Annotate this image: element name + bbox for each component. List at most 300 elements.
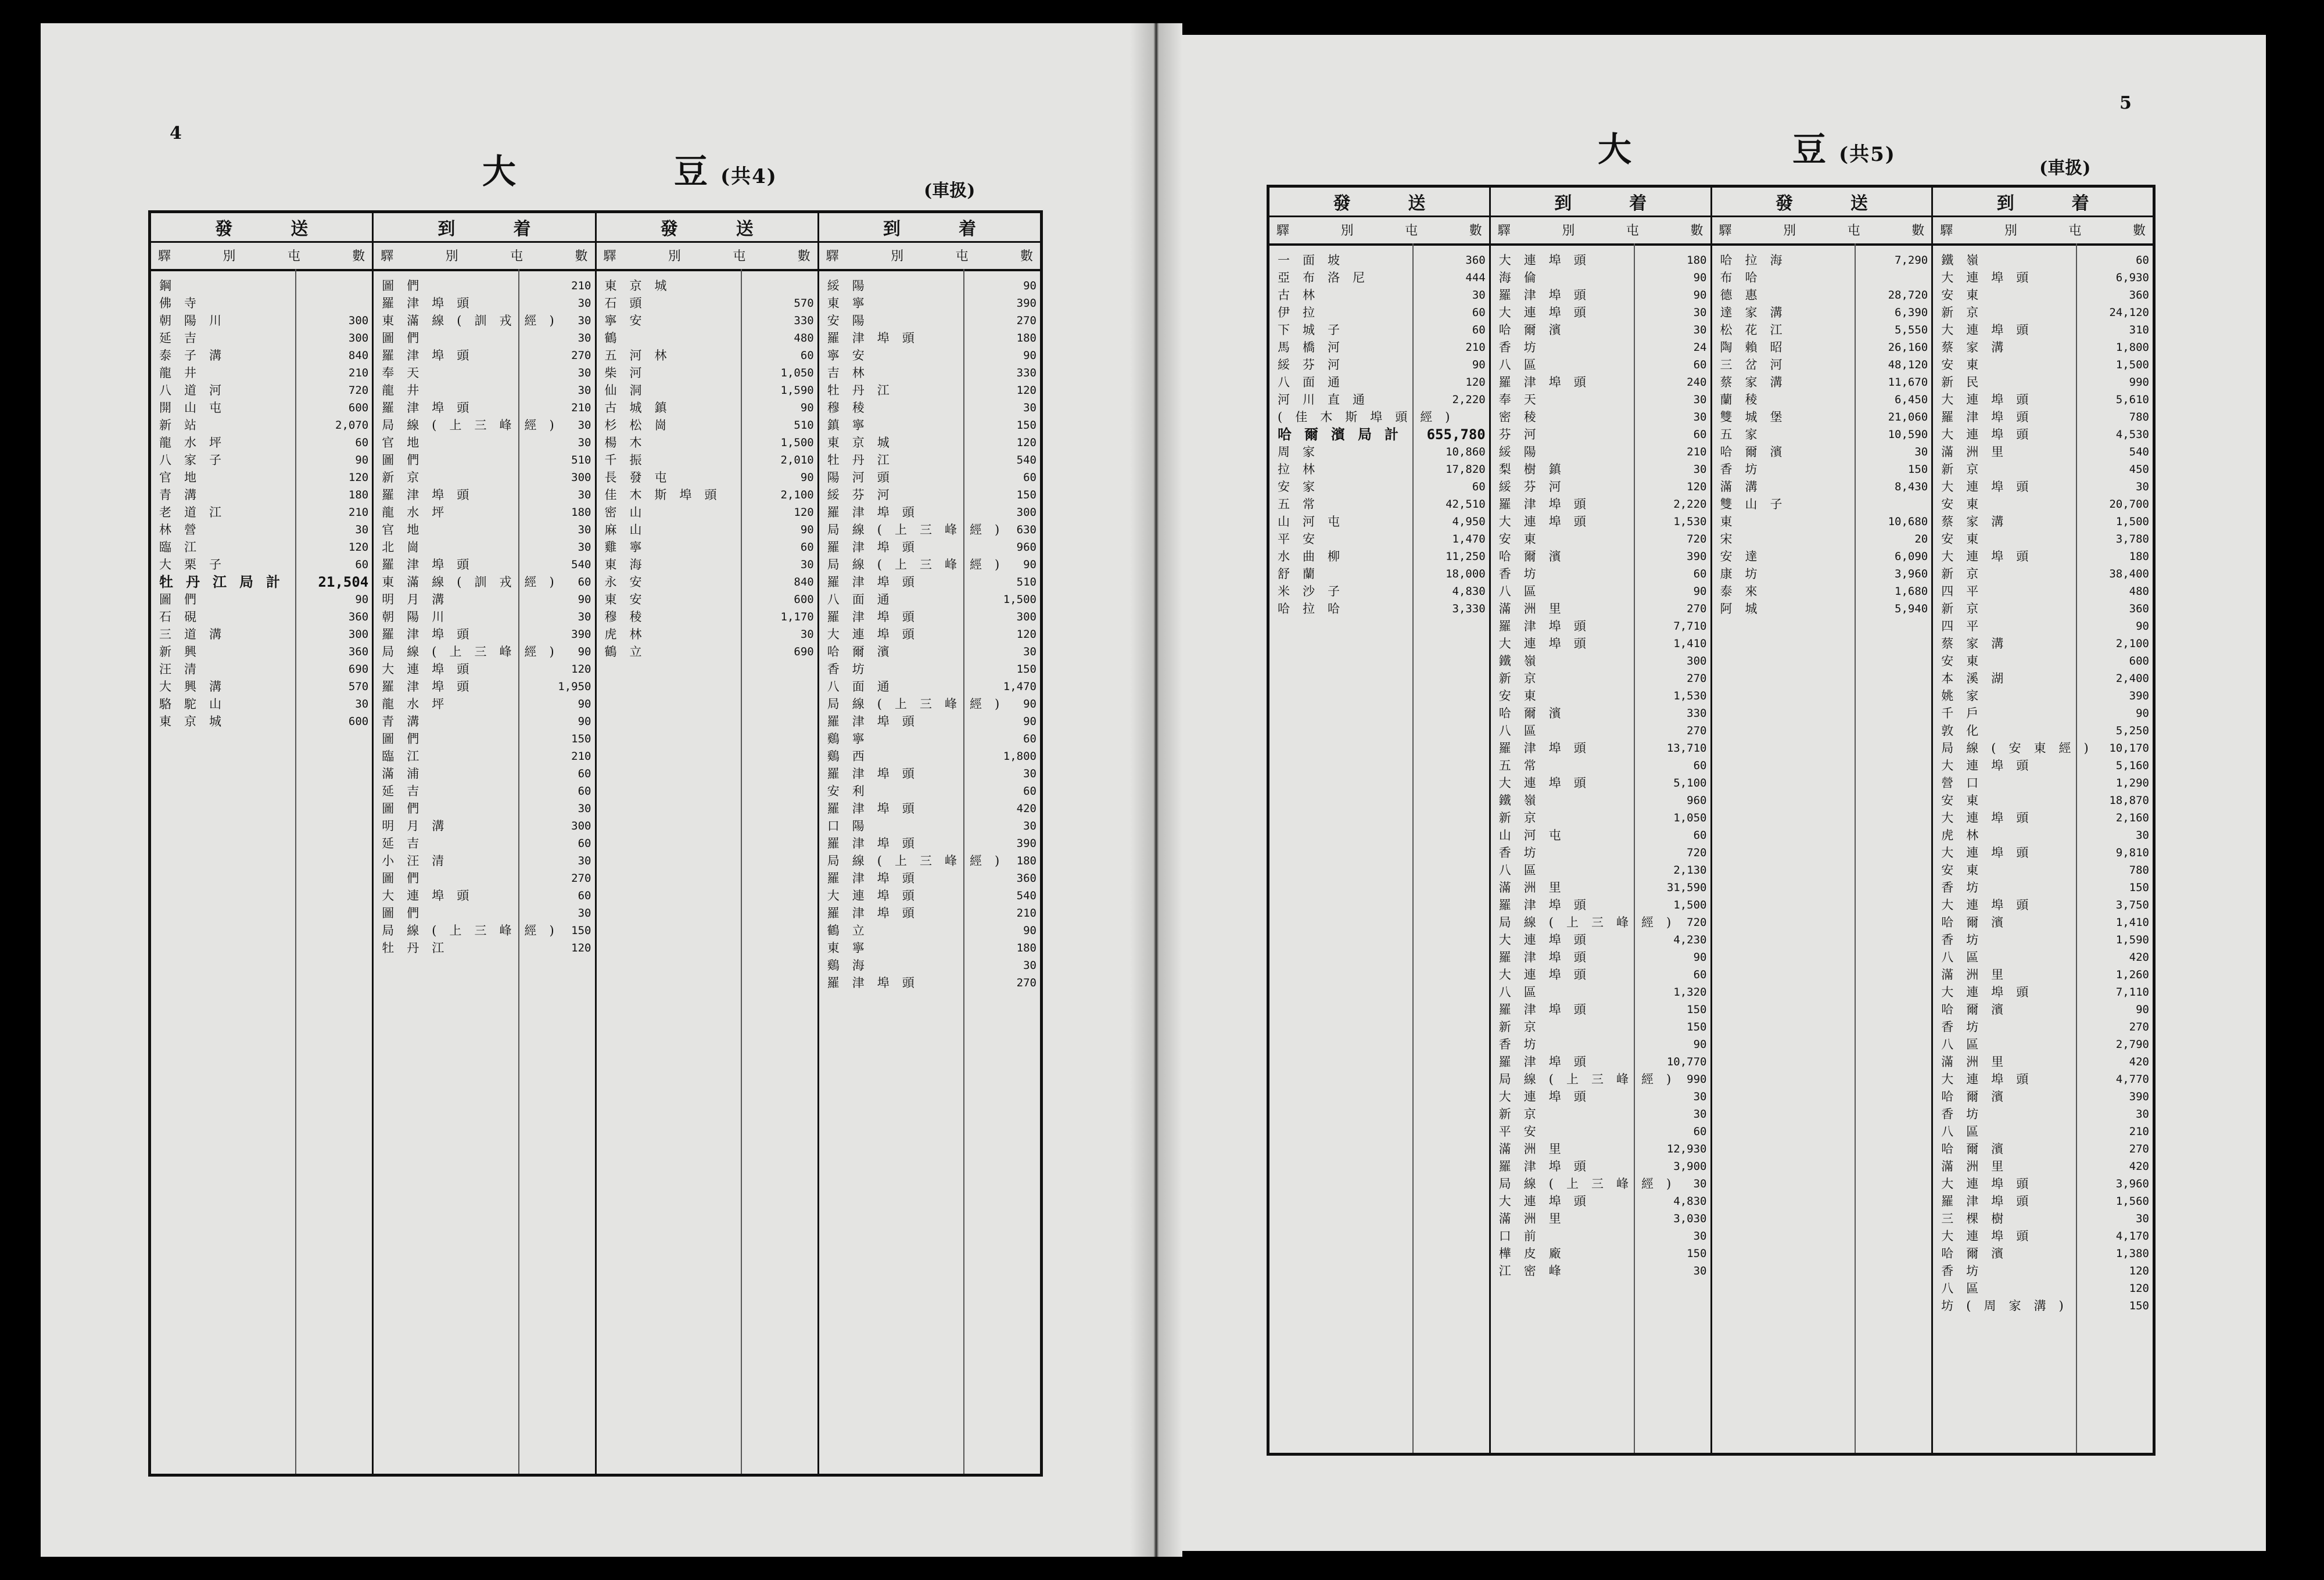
left-table-row <box>151 556 372 573</box>
left-station-name: 龍井 <box>382 383 432 397</box>
left-tonnage: 30 <box>578 541 591 554</box>
right-table-row <box>1933 408 2153 426</box>
right-table-row <box>1491 1193 1710 1210</box>
right-table-row <box>1712 513 1932 530</box>
left-tonnage: 120 <box>1016 384 1037 397</box>
right-station-name: 蔡家溝 <box>1720 375 1795 389</box>
right-sub-label: 數 <box>2132 223 2146 238</box>
right-table-row <box>1933 635 2153 652</box>
right-tonnage: 10,170 <box>2109 742 2149 755</box>
left-station-name: 八道河 <box>159 383 234 397</box>
right-tonnage: 31,590 <box>1666 881 1707 894</box>
left-tonnage: 300 <box>1016 506 1037 519</box>
right-table-row <box>1491 896 1710 914</box>
left-tonnage: 150 <box>1016 419 1037 432</box>
left-station-name: 龍水坪 <box>159 436 234 450</box>
right-tonnage: 30 <box>1693 1230 1707 1243</box>
right-table-row <box>1491 844 1710 861</box>
left-station-name: 牡丹江 <box>827 383 902 397</box>
left-station-name: 東京城 <box>604 279 680 293</box>
left-table-row <box>819 870 1040 887</box>
right-band-label: 到 <box>1996 193 2014 214</box>
left-tonnage: 1,050 <box>780 367 814 379</box>
right-station-name: 阿城 <box>1720 602 1770 616</box>
right-station-name: 周家 <box>1278 445 1328 459</box>
right-table-row <box>1933 286 2153 304</box>
right-tonnage: 60 <box>1693 829 1707 842</box>
left-table-row <box>597 347 817 364</box>
right-station-name: 亞布洛尼 <box>1278 271 1378 285</box>
right-table-row <box>1491 1036 1710 1053</box>
right-sub-label: 別 <box>1340 223 1354 238</box>
right-station-name: 香坊 <box>1941 1020 1992 1034</box>
left-sub-label: 驛 <box>381 249 394 264</box>
left-station-name: 密山 <box>604 505 655 519</box>
right-station-name: 大連埠頭 <box>1941 428 2042 441</box>
left-tonnage: 210 <box>348 367 369 379</box>
right-table-row <box>1269 356 1489 374</box>
right-station-name: 大連埠頭 <box>1498 637 1599 651</box>
left-tonnage: 90 <box>1023 924 1037 937</box>
right-tonnage: 6,930 <box>2115 271 2149 284</box>
right-tonnage: 48,120 <box>1888 358 1928 371</box>
right-tonnage: 30 <box>1693 393 1707 406</box>
right-table-row <box>1491 1071 1710 1088</box>
left-table-row <box>819 974 1040 992</box>
left-sub-label: 驛 <box>826 249 839 264</box>
right-station-name: 羅津埠頭 <box>1498 1055 1599 1069</box>
right-table-row <box>1933 252 2153 269</box>
left-station-name: 佳木斯埠頭 <box>604 488 730 502</box>
left-tonnage: 150 <box>1016 489 1037 501</box>
left-table-row <box>819 643 1040 660</box>
right-station-name: 羅津埠頭 <box>1498 497 1599 511</box>
right-table-row <box>1933 792 2153 809</box>
right-station-name: 大連埠頭 <box>1941 1177 2042 1191</box>
right-tonnage: 120 <box>2129 1265 2149 1277</box>
left-station-name: 龍水坪 <box>382 505 457 519</box>
right-station-name: 大連埠頭 <box>1498 306 1599 319</box>
right-tonnage: 2,400 <box>2115 672 2149 685</box>
left-station-name: 小汪清 <box>382 854 457 868</box>
right-tonnage: 30 <box>1693 463 1707 476</box>
right-table-row <box>1712 495 1932 513</box>
right-table-row <box>1933 1210 2153 1227</box>
right-table-row <box>1491 809 1710 827</box>
right-table-row <box>1933 861 2153 879</box>
right-station-name: 局線(安東經) <box>1941 741 2101 755</box>
right-tonnage: 2,130 <box>1673 864 1707 877</box>
left-table-row <box>151 504 372 521</box>
left-station-name: 羅津埠頭 <box>827 610 927 624</box>
left-columns <box>151 269 1040 1474</box>
left-station-name: 長發屯 <box>604 471 680 484</box>
left-table-row <box>819 347 1040 364</box>
right-station-name: 八區 <box>1498 985 1549 999</box>
left-table-row <box>374 416 594 434</box>
right-tonnage: 600 <box>2129 655 2149 667</box>
right-tonnage: 540 <box>2129 446 2149 458</box>
left-table-row <box>597 469 817 486</box>
left-tonnage: 1,500 <box>780 436 814 449</box>
left-station-name: 龍水坪 <box>382 697 457 711</box>
right-tonnage: 150 <box>1687 1247 1707 1260</box>
left-header-sub <box>151 241 1040 271</box>
left-station-name: 局線(上三峰經) <box>827 523 1013 537</box>
right-table-row <box>1269 304 1489 321</box>
right-station-name: 蘭稜 <box>1720 393 1770 407</box>
left-table-row <box>374 521 594 538</box>
right-header-band <box>1269 188 2153 217</box>
right-table-row <box>1491 879 1710 896</box>
left-station-name: 朝陽川 <box>382 610 457 624</box>
left-station-name: 哈爾濱 <box>827 645 902 659</box>
right-table-row <box>1712 408 1932 426</box>
left-table-row <box>374 434 594 451</box>
right-sub-cell <box>1712 216 1934 243</box>
right-table-row <box>1491 339 1710 356</box>
right-tonnage: 450 <box>2129 463 2149 476</box>
left-table-row <box>819 852 1040 870</box>
left-station-name: 羅津埠頭 <box>827 714 927 728</box>
right-table-row <box>1933 774 2153 792</box>
right-station-name: 羅津埠頭 <box>1498 1003 1599 1017</box>
left-station-name: 仙洞 <box>604 383 655 397</box>
right-table-row <box>1491 1123 1710 1140</box>
right-station-name: 河川直通 <box>1278 393 1378 407</box>
left-sub-cell <box>374 241 596 269</box>
left-table-row <box>374 748 594 765</box>
right-station-name: 虎林 <box>1941 828 1992 842</box>
right-page-number: 5 <box>2119 93 2132 113</box>
left-tonnage: 90 <box>578 645 591 658</box>
right-tonnage: 30 <box>1693 411 1707 423</box>
left-tonnage: 120 <box>794 506 814 519</box>
right-station-name: 陶賴昭 <box>1720 340 1795 354</box>
right-tonnage: 990 <box>2129 376 2149 389</box>
right-station-name: 安家 <box>1278 480 1328 494</box>
left-tonnage: 90 <box>800 401 814 414</box>
right-table-row <box>1933 1280 2153 1297</box>
right-station-name: 一面坡 <box>1278 253 1353 267</box>
right-tonnage: 1,680 <box>1895 585 1928 598</box>
right-tonnage: 655,780 <box>1426 426 1486 443</box>
left-tonnage: 90 <box>1023 698 1037 710</box>
right-band-cell <box>1491 188 1712 216</box>
right-tonnage: 42,510 <box>1446 498 1486 511</box>
right-tonnage: 30 <box>2136 1212 2149 1225</box>
right-station-name: 哈爾濱 <box>1498 323 1574 337</box>
left-tonnage: 30 <box>578 523 591 536</box>
right-table-row <box>1933 949 2153 966</box>
left-tonnage: 1,590 <box>780 384 814 397</box>
right-station-name: 哈爾濱局計 <box>1278 426 1411 443</box>
right-station-name: 鐵嶺 <box>1498 654 1549 668</box>
right-station-name: 營口 <box>1941 776 1992 790</box>
right-table-row <box>1933 478 2153 495</box>
right-table-row <box>1712 339 1932 356</box>
right-tonnage: 270 <box>1687 672 1707 685</box>
right-station-name: 大連埠頭 <box>1941 550 2042 563</box>
right-table-row <box>1491 269 1710 286</box>
right-station-name: 羅津埠頭 <box>1498 950 1599 964</box>
left-tonnage: 30 <box>578 332 591 344</box>
right-tonnage: 1,500 <box>1673 899 1707 911</box>
right-sub-label: 別 <box>2004 223 2017 238</box>
left-table-row <box>374 451 594 469</box>
left-table-row <box>819 329 1040 347</box>
right-table-row <box>1491 1158 1710 1175</box>
right-tonnage: 180 <box>1687 254 1707 267</box>
left-table-row <box>151 382 372 399</box>
right-table-row <box>1933 1036 2153 1053</box>
left-tonnage: 60 <box>1023 471 1037 484</box>
right-tonnage: 2,790 <box>2115 1038 2149 1051</box>
right-table-row <box>1491 600 1710 617</box>
left-tonnage: 510 <box>1016 576 1037 588</box>
right-station-name: 大連埠頭 <box>1941 759 2042 773</box>
right-station-name: 羅津埠頭 <box>1498 1159 1599 1173</box>
right-table-row <box>1933 565 2153 583</box>
left-station-name: 圖們 <box>382 906 432 920</box>
right-ledger-table <box>1267 185 2156 1456</box>
right-table-row <box>1933 530 2153 548</box>
right-table-row <box>1269 461 1489 478</box>
left-tonnage: 30 <box>578 802 591 815</box>
left-tonnage: 570 <box>794 297 814 310</box>
right-table-row <box>1712 426 1932 443</box>
left-station-name: 羅津埠頭 <box>827 575 927 589</box>
left-table-row <box>819 922 1040 939</box>
right-station-name: 羅津埠頭 <box>1941 1194 2042 1208</box>
left-table-row <box>374 347 594 364</box>
left-station-name: 奉天 <box>382 366 432 380</box>
right-station-name: 新京 <box>1498 811 1549 825</box>
right-tonnage: 30 <box>1914 446 1928 458</box>
left-tonnage: 90 <box>578 593 591 606</box>
left-tonnage: 300 <box>348 628 369 641</box>
right-tonnage: 270 <box>1687 724 1707 737</box>
left-page-number: 4 <box>170 123 182 143</box>
right-station-name: 宋 <box>1720 532 1745 546</box>
right-tonnage: 270 <box>2129 1021 2149 1033</box>
left-station-name: 東京城 <box>827 436 902 450</box>
right-tonnage: 90 <box>1693 289 1707 301</box>
right-tonnage: 30 <box>1693 1265 1707 1277</box>
left-table-row <box>374 782 594 800</box>
right-table-row <box>1269 548 1489 565</box>
right-table-row <box>1269 443 1489 461</box>
right-tonnage: 90 <box>1472 358 1486 371</box>
right-table-row <box>1269 321 1489 339</box>
right-table-row <box>1269 252 1489 269</box>
left-station-name: 永安 <box>604 575 655 589</box>
right-column-rows <box>1491 243 1710 1280</box>
right-table-row <box>1712 321 1932 339</box>
left-band-cell <box>374 213 596 241</box>
right-station-name: 局線(上三峰經) <box>1498 915 1684 929</box>
right-table-row <box>1933 687 2153 705</box>
right-table-row <box>1491 705 1710 722</box>
right-station-name: 哈爾濱 <box>1941 1003 2017 1017</box>
left-band-label: 到 <box>883 219 901 239</box>
right-title-block <box>1792 122 1896 171</box>
left-station-name: 東寧 <box>827 941 877 955</box>
left-table-row <box>374 295 594 312</box>
right-table-row <box>1933 1001 2153 1018</box>
right-table-row <box>1269 565 1489 583</box>
right-table-row <box>1269 339 1489 356</box>
right-tonnage: 1,530 <box>1673 515 1707 528</box>
right-tonnage: 1,500 <box>2115 358 2149 371</box>
left-sub-label: 屯 <box>510 249 523 264</box>
right-sub-label: 屯 <box>1405 223 1418 238</box>
right-table-row <box>1933 617 2153 635</box>
right-station-name: 達家溝 <box>1720 306 1795 319</box>
right-sub-label: 別 <box>1783 223 1796 238</box>
right-sub-label: 驛 <box>1276 223 1290 238</box>
left-table-row <box>819 416 1040 434</box>
left-table-row <box>819 399 1040 416</box>
right-station-name: 八面通 <box>1278 375 1353 389</box>
left-table-row <box>819 277 1040 295</box>
left-station-name: 鷄海 <box>827 958 877 972</box>
right-sub-label: 驛 <box>1940 223 1953 238</box>
left-table-row <box>374 486 594 504</box>
right-station-name: 大連埠頭 <box>1498 1194 1599 1208</box>
right-station-name: 哈爾濱 <box>1941 1142 2017 1156</box>
right-station-name: 泰來 <box>1720 584 1770 598</box>
right-tonnage: 24,120 <box>2109 306 2149 319</box>
right-station-name: 羅津埠頭 <box>1498 898 1599 912</box>
left-tonnage: 30 <box>1023 401 1037 414</box>
left-table-row <box>819 312 1040 329</box>
left-tonnage: 60 <box>578 576 591 588</box>
left-tonnage: 180 <box>1016 942 1037 954</box>
left-band-cell <box>151 213 374 241</box>
left-station-name: 八家子 <box>159 453 234 467</box>
left-tonnage: 150 <box>571 924 591 937</box>
left-tonnage: 690 <box>794 645 814 658</box>
book-gutter <box>1130 23 1182 1557</box>
left-station-name: 局線(上三峰經) <box>382 924 567 938</box>
right-station-name: 安東 <box>1498 689 1549 703</box>
right-tonnage: 90 <box>1693 271 1707 284</box>
left-station-name: 八面通 <box>827 592 902 606</box>
right-tonnage: 60 <box>1693 759 1707 772</box>
right-table-row <box>1712 548 1932 565</box>
left-tonnage: 360 <box>348 611 369 623</box>
left-station-name: 老道江 <box>159 505 234 519</box>
right-table-row <box>1269 391 1489 408</box>
left-table-row <box>597 416 817 434</box>
right-station-name: 大連埠頭 <box>1498 968 1599 982</box>
right-station-name: 下城子 <box>1278 323 1353 337</box>
left-tonnage: 90 <box>800 471 814 484</box>
left-station-name: 牡丹江局計 <box>159 573 293 590</box>
left-tonnage: 120 <box>348 471 369 484</box>
right-column <box>1712 243 1934 1453</box>
right-table-row <box>1933 548 2153 565</box>
right-tonnage: 90 <box>1693 1038 1707 1051</box>
right-station-name: 安東 <box>1941 532 1992 546</box>
left-tonnage: 510 <box>571 454 591 466</box>
right-table-row <box>1491 1053 1710 1071</box>
left-station-name: 臨江 <box>159 540 209 554</box>
left-column <box>819 269 1040 1474</box>
left-table-row <box>819 800 1040 817</box>
left-tonnage: 90 <box>355 593 369 606</box>
right-tonnage: 8,430 <box>1895 480 1928 493</box>
right-tonnage: 7,710 <box>1673 620 1707 633</box>
left-tonnage: 540 <box>1016 454 1037 466</box>
left-table-row <box>151 538 372 556</box>
left-table-row <box>151 591 372 608</box>
right-table-row <box>1712 565 1932 583</box>
left-table-row <box>151 678 372 695</box>
right-tonnage: 20,700 <box>2109 498 2149 511</box>
right-table-row <box>1491 931 1710 949</box>
right-table-row <box>1491 443 1710 461</box>
right-tonnage: 5,250 <box>2115 724 2149 737</box>
right-band-label: 發 <box>1775 193 1793 214</box>
right-table-row <box>1933 1088 2153 1105</box>
right-tonnage: 390 <box>1687 550 1707 563</box>
left-station-name: 石頭 <box>604 296 655 310</box>
right-station-name: 東 <box>1720 515 1745 529</box>
right-station-name: 三岔河 <box>1720 358 1795 372</box>
right-tonnage: 420 <box>2129 1055 2149 1068</box>
right-table-row <box>1491 1140 1710 1158</box>
right-station-name: 梨樹鎮 <box>1498 462 1574 476</box>
right-station-name: 古林 <box>1278 288 1328 302</box>
right-station-name: 五常 <box>1278 497 1328 511</box>
left-station-name: 鎮寧 <box>827 418 877 432</box>
left-table-row <box>597 573 817 591</box>
right-tonnage: 120 <box>2129 1282 2149 1295</box>
right-table-row <box>1933 966 2153 983</box>
right-tonnage: 5,100 <box>1673 777 1707 789</box>
right-station-name: 新京 <box>1498 1107 1549 1121</box>
right-table-row <box>1491 914 1710 931</box>
right-station-name: 香坊 <box>1498 846 1549 860</box>
right-tonnage: 30 <box>1693 324 1707 336</box>
right-station-name: 安東 <box>1941 358 1992 372</box>
left-table-row <box>819 591 1040 608</box>
left-station-name: 官地 <box>159 471 209 484</box>
right-table-row <box>1269 530 1489 548</box>
left-station-name: 大連埠頭 <box>382 889 482 903</box>
right-tonnage: 2,220 <box>1673 498 1707 511</box>
right-table-row <box>1933 391 2153 408</box>
left-table-row <box>819 521 1040 538</box>
left-tonnage: 360 <box>1016 872 1037 885</box>
right-station-name: 安達 <box>1720 550 1770 563</box>
left-station-name: 八面通 <box>827 680 902 694</box>
right-tonnage: 13,710 <box>1666 742 1707 755</box>
left-tonnage: 30 <box>578 489 591 501</box>
left-sub-label: 屯 <box>955 249 969 264</box>
right-table-row <box>1933 356 2153 374</box>
right-tonnage: 38,400 <box>2109 568 2149 580</box>
left-table-row <box>597 521 817 538</box>
right-table-row <box>1269 513 1489 530</box>
left-tonnage: 30 <box>578 419 591 432</box>
right-tonnage: 1,590 <box>2115 933 2149 946</box>
right-station-name: 新京 <box>1498 672 1549 685</box>
right-table-row <box>1491 321 1710 339</box>
left-tonnage: 60 <box>578 785 591 798</box>
